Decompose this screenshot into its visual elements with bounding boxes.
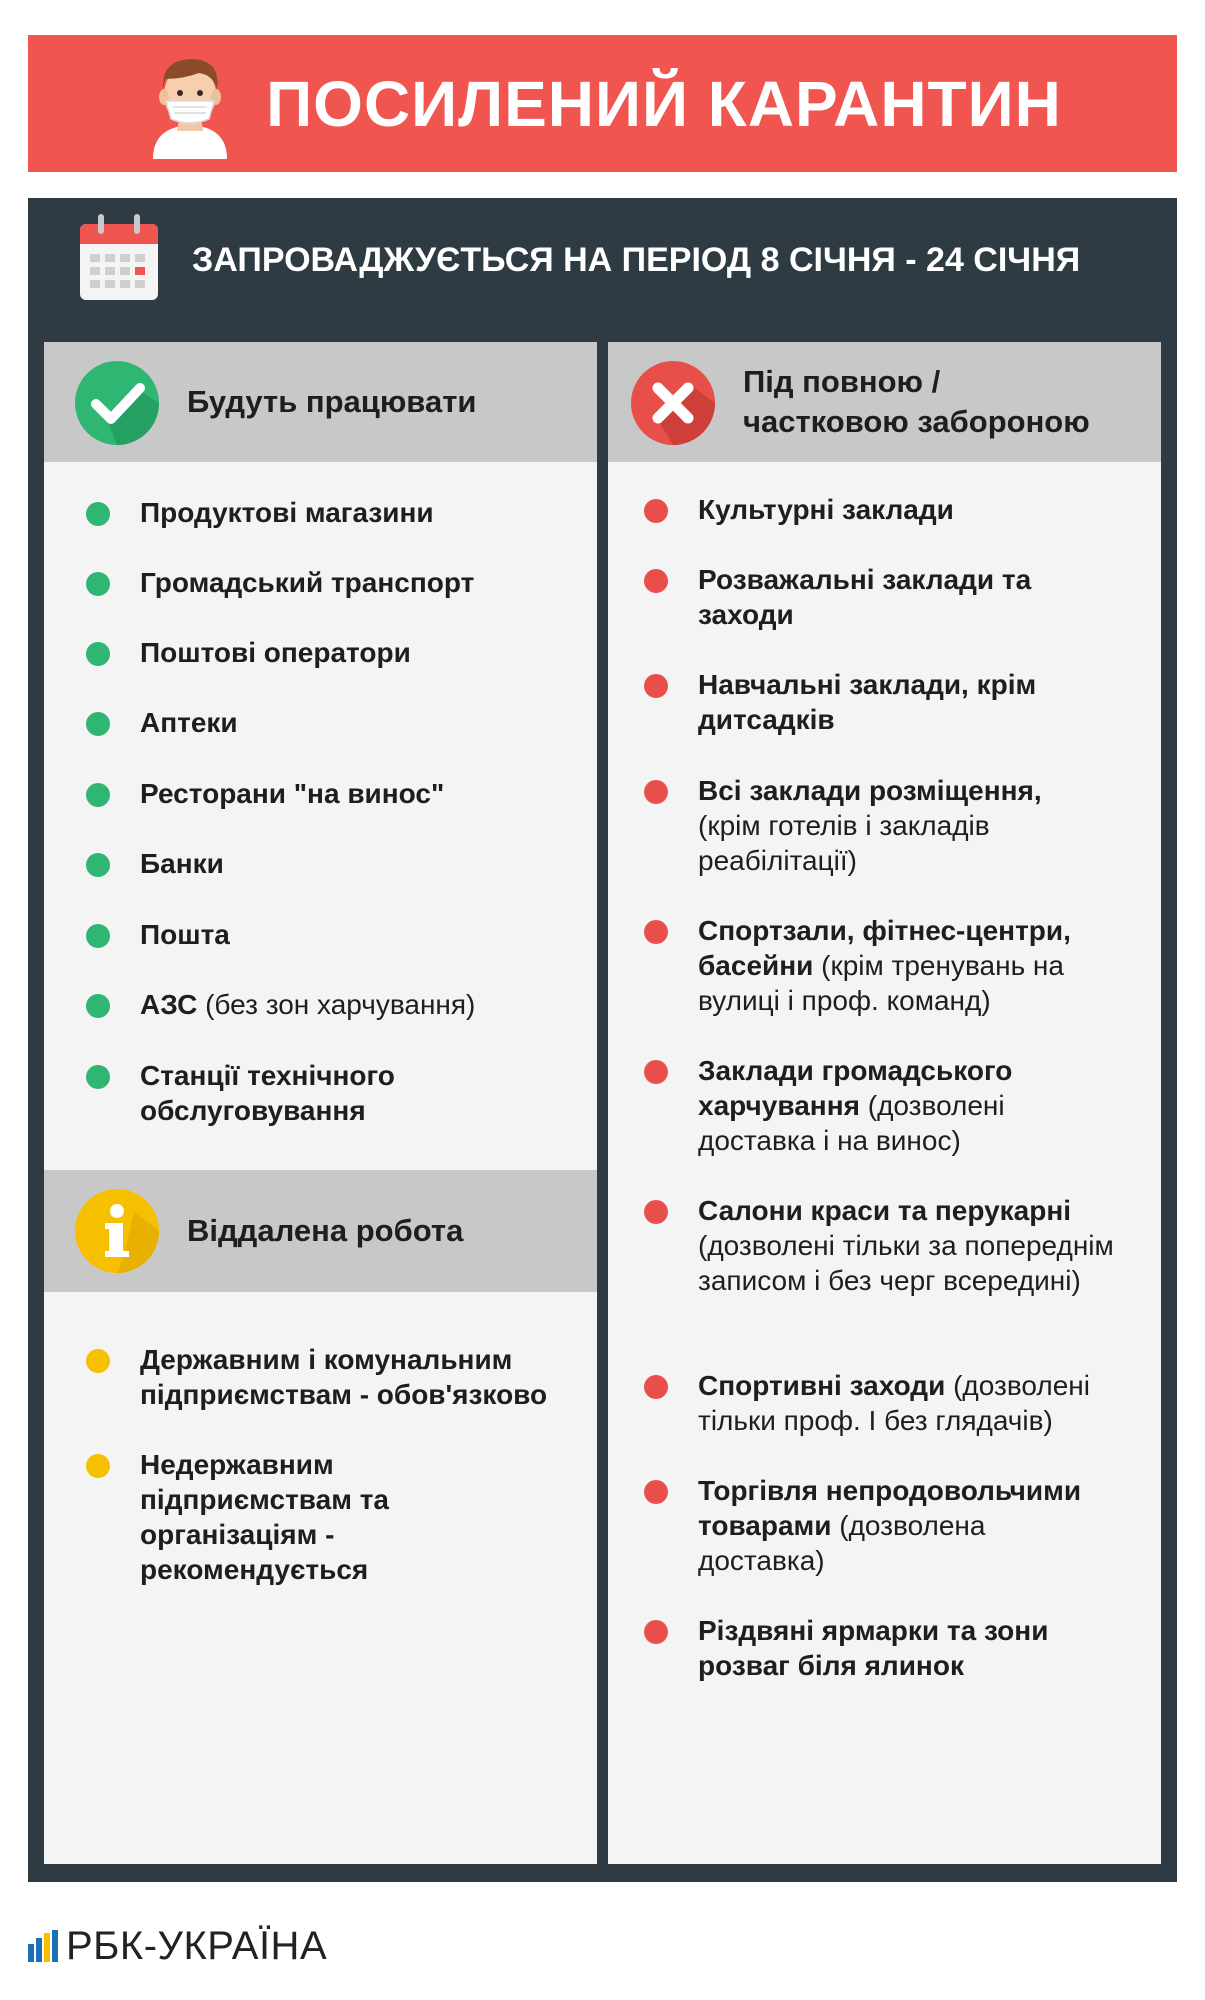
banned-item: Всі заклади розміщення, (крім готелів і закладів реабілітації) (698, 773, 1098, 878)
allowed-item: Продуктові магазини (140, 495, 580, 530)
remote-item: Державним і комунальним підприємствам - обов'язково (140, 1342, 570, 1412)
red-bullet (644, 1375, 668, 1399)
green-bullet (86, 502, 110, 526)
banned-item: Спортзали, фітнес-центри, басейни (крім тренувань на вулиці і проф. команд) (698, 913, 1118, 1018)
allowed-item: Пошта (140, 917, 580, 952)
yellow-bullet (86, 1349, 110, 1373)
banned-column (608, 342, 1161, 1864)
logo-text: РБК-УКРАЇНА (66, 1923, 328, 1968)
green-bullet (86, 994, 110, 1018)
green-bullet (86, 572, 110, 596)
period-text: ЗАПРОВАДЖУЄТЬСЯ НА ПЕРІОД 8 СІЧНЯ - 24 СІЧНЯ (192, 241, 1081, 279)
main-panel (28, 198, 1177, 1882)
banned-item: Торгівля непродовольчими товарами (дозволена доставка) (698, 1473, 1118, 1578)
footer-logo (28, 1925, 327, 1967)
allowed-item: Громадський транспорт (140, 565, 580, 600)
period-bar (28, 198, 1177, 326)
header-banner (28, 35, 1177, 172)
banned-item: Розважальні заклади та заходи (698, 562, 1098, 632)
calendar-icon (78, 212, 160, 302)
cross-icon (630, 360, 716, 446)
banned-item: Спортивні заходи (дозволені тільки проф. І без глядачів) (698, 1368, 1138, 1438)
banned-item: Культурні заклади (698, 492, 1138, 527)
red-bullet (644, 1060, 668, 1084)
banned-item: Різдвяні ярмарки та зони розваг біля ялинок (698, 1613, 1098, 1683)
remote-item: Недержавним підприємствам та організаціям - рекомендується (140, 1447, 420, 1587)
red-bullet (644, 780, 668, 804)
green-bullet (86, 924, 110, 948)
info-icon (74, 1188, 160, 1274)
allowed-heading: Будуть працювати (187, 383, 477, 419)
red-bullet (644, 569, 668, 593)
green-bullet (86, 712, 110, 736)
red-bullet (644, 499, 668, 523)
green-bullet (86, 853, 110, 877)
remote-header (44, 1170, 597, 1292)
banned-heading-line1: Під повною / (743, 363, 941, 399)
banned-item: Заклади громадського харчування (дозволені доставка і на винос) (698, 1053, 1098, 1158)
allowed-column (44, 342, 597, 1864)
red-bullet (644, 674, 668, 698)
red-bullet (644, 1620, 668, 1644)
yellow-bullet (86, 1454, 110, 1478)
masked-person-icon (143, 49, 238, 159)
red-bullet (644, 1480, 668, 1504)
banned-item: Салони краси та перукарні (дозволені тільки за попереднім записом і без черг всередині) (698, 1193, 1118, 1298)
allowed-item: Аптеки (140, 705, 580, 740)
allowed-item: Ресторани "на винос" (140, 776, 580, 811)
banned-heading (743, 342, 1090, 462)
banned-heading-line2: частковою забороною (743, 404, 1090, 439)
red-bullet (644, 920, 668, 944)
allowed-item: АЗС (без зон харчування) (140, 987, 580, 1022)
allowed-item: Поштові оператори (140, 635, 580, 670)
green-bullet (86, 1065, 110, 1089)
check-icon (74, 360, 160, 446)
rbc-logo-icon (28, 1930, 58, 1962)
red-bullet (644, 1200, 668, 1224)
banned-item: Навчальні заклади, крім дитсадків (698, 667, 1098, 737)
allowed-item: Банки (140, 846, 580, 881)
allowed-header (44, 342, 597, 462)
page-title: ПОСИЛЕНИЙ КАРАНТИН (266, 67, 1062, 140)
remote-heading: Віддалена робота (187, 1212, 464, 1248)
banned-header (608, 342, 1161, 462)
allowed-item: Станції технічного обслуговування (140, 1058, 440, 1128)
green-bullet (86, 642, 110, 666)
green-bullet (86, 783, 110, 807)
